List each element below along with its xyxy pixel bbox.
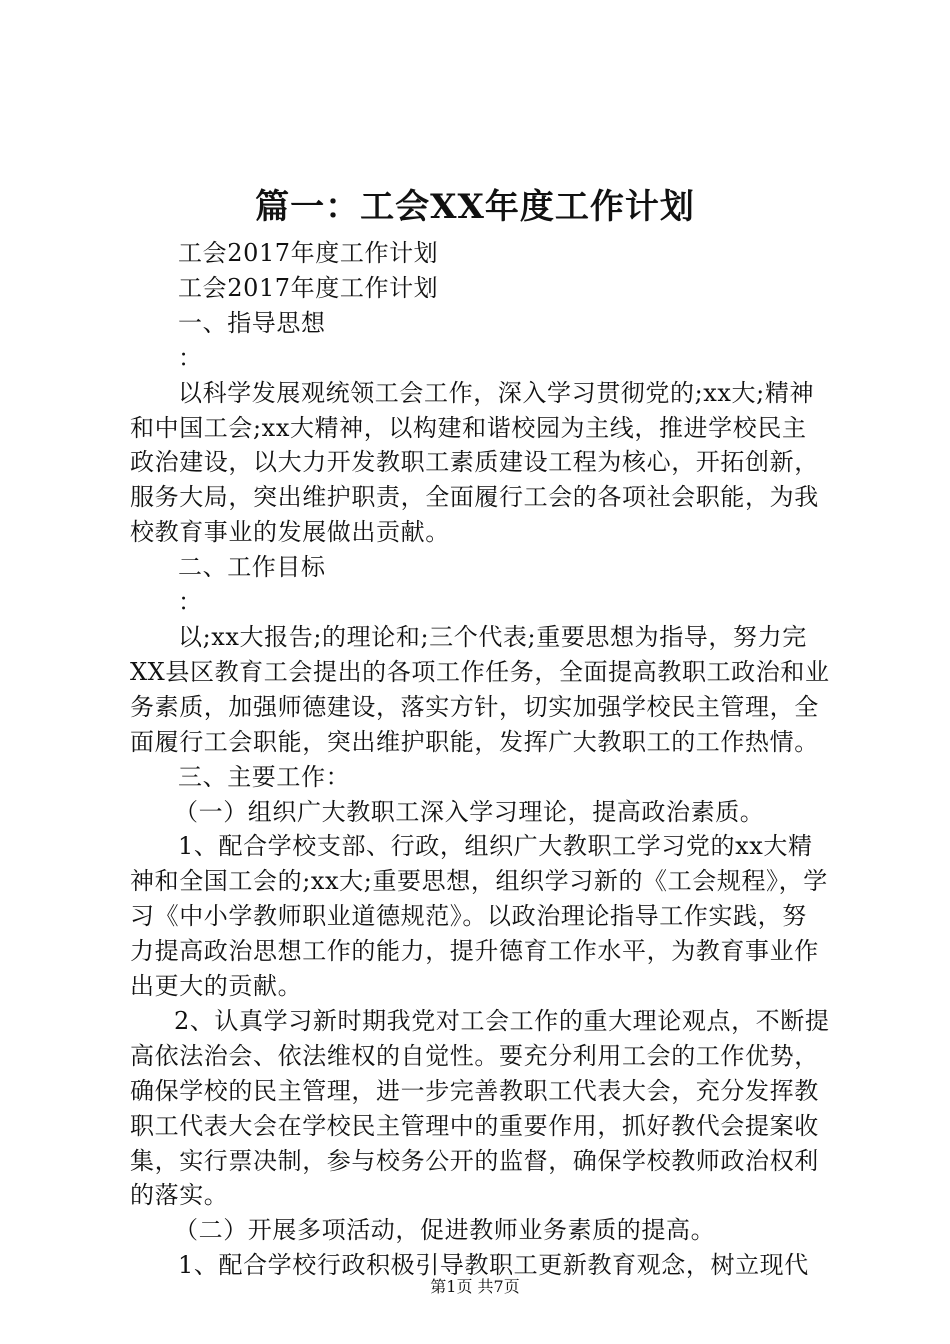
section-heading: 一、指导思想 <box>178 308 326 337</box>
subtitle-line: 工会2017年度工作计划 <box>178 273 439 302</box>
subtitle-line: 工会2017年度工作计划 <box>178 239 439 267</box>
document-body <box>130 236 830 1283</box>
section-heading: 三、主要工作： <box>178 762 351 791</box>
document-title: 篇一：工会XX年度工作计划 <box>255 187 695 227</box>
paragraph: 1、配合学校支部、行政，组织广大教职工学习党的xx大精神和全国工会的;xx大;重要思想，组织学习新的《工会规程》，学习《中小学教师职业道德规范》。以政治理论指导工作实践，努力提高政治思想工作的能力，提升德育工作水平，为教育事业作出更大的贡献。 <box>130 832 828 1001</box>
colon-line: ： <box>178 588 203 617</box>
paragraph: 以;xx大报告;的理论和;三个代表;重要思想为指导，努力完XX县区教育工会提出的各项工作任务，全面提高教职工政治和业务素质，加强师德建设，落实方针，切实加强学校民主管理，全面履行工会职能，突出维护职能，发挥广大教职工的工作热情。 <box>130 622 830 756</box>
subsection-heading: （二）开展多项活动，促进教师业务素质的提高。 <box>174 1216 716 1245</box>
subsection-heading: （一）组织广大教职工深入学习理论，提高政治素质。 <box>174 797 765 826</box>
section-heading: 二、工作目标 <box>178 553 326 582</box>
page-footer: 第1页 共7页 <box>430 1277 520 1296</box>
paragraph: 以科学发展观统领工会工作，深入学习贯彻党的;xx大;精神和中国工会;xx大精神，以构建和谐校园为主线，推进学校民主政治建设，以大力开发教职工素质建设工程为核心，开拓创新，服务大局，突出维护职责，全面履行工会的各项社会职能，为我校教育事业的发展做出贡献。 <box>130 378 819 547</box>
colon-line: ： <box>178 343 203 372</box>
paragraph: 2、认真学习新时期我党对工会工作的重大理论观点，不断提高依法治会、依法维权的自觉性。要充分利用工会的工作优势，确保学校的民主管理，进一步完善教职工代表大会，充分发挥教职工代表大会在学校民主管理中的重要作用，抓好教代会提案收集，实行票决制，参与校务公开的监督，确保学校教师政治权利的落实。 <box>130 1006 830 1210</box>
paragraph: 1、配合学校行政积极引导教职工更新教育观念，树立现代 <box>178 1251 809 1280</box>
